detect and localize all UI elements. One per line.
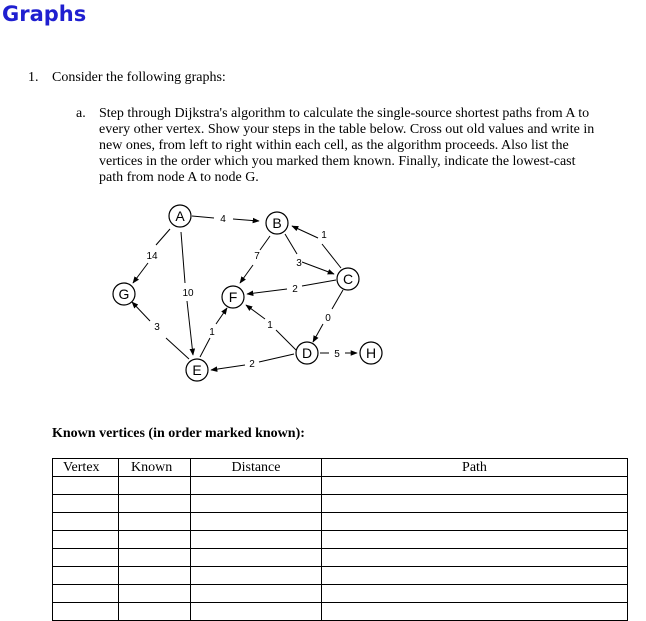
known-cell[interactable] — [119, 549, 191, 567]
path-cell[interactable] — [322, 549, 628, 567]
path-cell[interactable] — [322, 513, 628, 531]
edge-d-f-head — [246, 305, 265, 319]
node-label: C — [342, 271, 354, 287]
known-cell[interactable] — [119, 477, 191, 495]
distance-cell[interactable] — [191, 585, 322, 603]
edge-d-e — [259, 354, 294, 362]
table-row — [53, 495, 628, 513]
edge-e-g-head — [132, 302, 150, 321]
edge-weight-label: 10 — [182, 288, 194, 299]
edge-weight-label: 2 — [292, 284, 298, 295]
known-cell[interactable] — [119, 531, 191, 549]
edge-a-b — [192, 216, 214, 218]
known-cell[interactable] — [119, 513, 191, 531]
path-cell[interactable] — [322, 531, 628, 549]
edge-a-b-head — [233, 219, 259, 221]
vertex-cell[interactable] — [53, 585, 119, 603]
edge-e-g — [166, 338, 189, 359]
edge-weight-label: 0 — [325, 313, 331, 324]
node-a — [169, 205, 191, 227]
edge-weight-label: 1 — [267, 320, 273, 331]
node-f — [222, 286, 244, 308]
node-label: A — [175, 208, 185, 224]
node-g — [113, 283, 135, 305]
known-cell[interactable] — [119, 495, 191, 513]
node-b — [266, 212, 288, 234]
node-e — [186, 359, 208, 381]
edge-c-d-head — [313, 324, 323, 342]
edge-b-f-head — [240, 265, 253, 283]
edge-b-c — [285, 234, 297, 254]
edge-weight-label: 7 — [254, 251, 260, 262]
instruction-line: every other vertex. Show your steps in the table below. Cross out old values and write in — [99, 122, 595, 137]
edge-c-b-head — [292, 226, 318, 238]
column-header-distance: Distance — [191, 459, 322, 477]
distance-cell[interactable] — [191, 513, 322, 531]
table-row — [53, 585, 628, 603]
edge-a-g-head — [133, 263, 148, 283]
distance-cell[interactable] — [191, 477, 322, 495]
edge-d-e-head — [211, 365, 245, 370]
column-header-vertex: Vertex — [53, 459, 119, 477]
page-title: Graphs — [2, 2, 87, 26]
instruction-line: vertices in the order which you marked them known. Finally, indicate the lowest-cast — [99, 154, 576, 169]
distance-cell[interactable] — [191, 531, 322, 549]
edge-c-b — [322, 244, 341, 268]
edge-e-f-head — [216, 308, 227, 324]
path-cell[interactable] — [322, 585, 628, 603]
node-label: G — [118, 286, 130, 302]
edge-c-d — [332, 290, 343, 309]
distance-cell[interactable] — [191, 549, 322, 567]
node-d — [296, 342, 318, 364]
distance-cell[interactable] — [191, 567, 322, 585]
edge-a-e — [181, 232, 185, 283]
table-row — [53, 549, 628, 567]
table-row — [53, 531, 628, 549]
known-vertices-label: Known vertices (in order marked known): — [52, 426, 305, 441]
edge-weight-label: 3 — [154, 322, 160, 333]
instruction-line: Step through Dijkstra's algorithm to calculate the single-source shortest paths from A to — [99, 106, 590, 121]
edge-weight-label: 4 — [220, 214, 226, 225]
edge-d-f — [276, 330, 296, 350]
question-text: Consider the following graphs: — [52, 70, 226, 85]
question-number: 1. — [28, 70, 39, 85]
vertex-cell[interactable] — [53, 513, 119, 531]
table-row — [53, 513, 628, 531]
edge-weight-label: 1 — [209, 327, 215, 338]
edge-weight-label: 3 — [296, 258, 302, 269]
edge-weight-label: 1 — [321, 230, 327, 241]
part-label: a. — [76, 106, 86, 121]
vertex-cell[interactable] — [53, 531, 119, 549]
table-row — [53, 477, 628, 495]
node-label: D — [301, 345, 313, 361]
edge-b-f — [260, 236, 270, 250]
vertex-cell[interactable] — [53, 549, 119, 567]
node-label: H — [365, 345, 377, 361]
vertex-cell[interactable] — [53, 495, 119, 513]
path-cell[interactable] — [322, 567, 628, 585]
edge-b-c-head — [302, 262, 334, 274]
column-header-known: Known — [119, 459, 191, 477]
node-label: E — [192, 362, 202, 378]
node-c — [337, 268, 359, 290]
path-cell[interactable] — [322, 495, 628, 513]
vertex-cell[interactable] — [53, 477, 119, 495]
edge-weight-label: 2 — [249, 359, 255, 370]
edge-weight-label: 14 — [146, 251, 158, 262]
vertex-cell[interactable] — [53, 567, 119, 585]
dijkstra-table — [52, 458, 628, 621]
distance-cell[interactable] — [191, 495, 322, 513]
instruction-line: path from node A to node G. — [99, 170, 259, 185]
path-cell[interactable] — [322, 477, 628, 495]
known-cell[interactable] — [119, 567, 191, 585]
edge-weight-label: 5 — [334, 349, 340, 360]
edge-e-f — [200, 338, 210, 357]
edge-c-f-head — [247, 289, 287, 294]
edge-a-e-head — [187, 301, 193, 355]
known-cell[interactable] — [119, 585, 191, 603]
edge-a-g — [156, 229, 170, 245]
node-label: F — [228, 289, 238, 305]
node-label: B — [272, 215, 282, 231]
table-header-row — [53, 459, 628, 477]
node-h — [360, 342, 382, 364]
instruction-line: new ones, from left to right within each cell, as the algorithm proceeds. Also list the — [99, 138, 569, 153]
edge-c-f — [302, 280, 336, 286]
column-header-path: Path — [322, 459, 628, 477]
table-row — [53, 567, 628, 585]
